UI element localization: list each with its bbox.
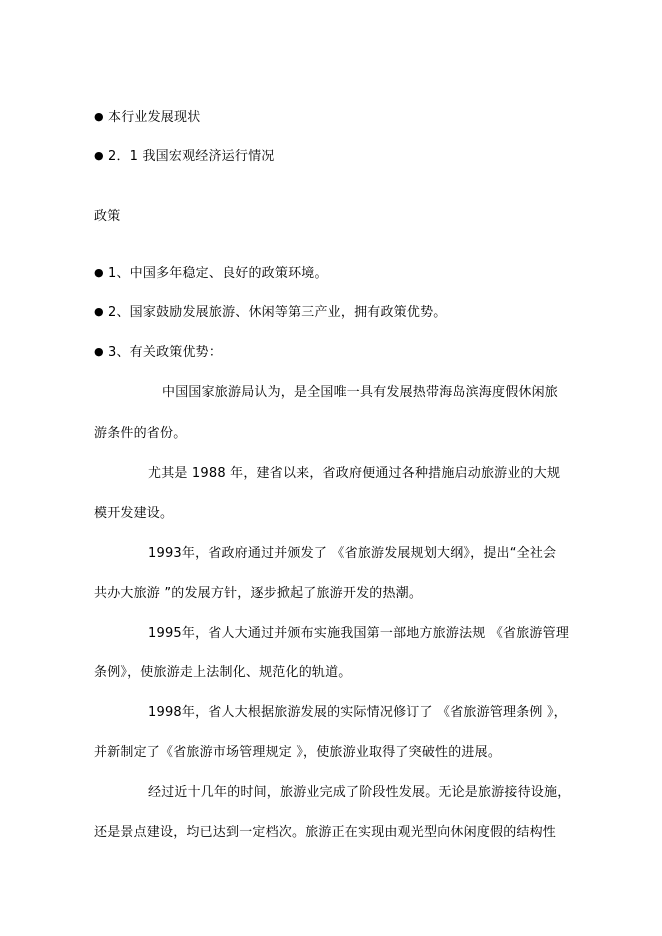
bullet-text: 3、有关政策优势：	[108, 345, 223, 360]
paragraph-line: 中国国家旅游局认为，是全国唯一具有发展热带海岛滨海度假休闲旅	[162, 385, 559, 400]
bullet-text: 本行业发展现状	[108, 110, 201, 125]
paragraph-line: 模开发建设。	[94, 506, 174, 521]
bullet-item	[94, 267, 328, 280]
paragraph-line: 共办大旅游 ”的发展方针，逐步掀起了旅游开发的热潮。	[94, 586, 423, 601]
bullet-item	[94, 346, 222, 359]
bullet-item	[94, 111, 200, 124]
paragraph-line: 1995年，省人大通过并颁布实施我国第一部地方旅游法规 《省旅游管理	[148, 626, 570, 641]
paragraph-line: 尤其是 1988 年，建省以来，省政府便通过各种措施启动旅游业的大规	[148, 466, 561, 481]
bullet-item	[94, 150, 274, 163]
paragraph-line: 经过近十几年的时间，旅游业完成了阶段性发展。无论是旅游接待设施，	[148, 785, 571, 800]
bullet-icon	[94, 267, 108, 280]
paragraph-line: 1998年，省人大根据旅游发展的实际情况修订了 《省旅游管理条例 》，	[148, 705, 567, 720]
bullet-text: 2、国家鼓励发展旅游、休闲等第三产业，拥有政策优势。	[108, 305, 447, 320]
bullet-icon	[94, 150, 108, 163]
paragraph-line: 还是景点建设，均已达到一定档次。旅游正在实现由观光型向休闲度假的结构性	[94, 825, 557, 840]
bullet-text: 2．1 我国宏观经济运行情况	[108, 149, 275, 164]
paragraph-line: 1993年，省政府通过并颁发了 《省旅游发展规划大纲》，提出“全社会	[148, 546, 557, 561]
bullet-icon	[94, 346, 108, 359]
bullet-icon	[94, 111, 108, 124]
bullet-item	[94, 306, 446, 319]
section-heading: 政策	[94, 209, 121, 224]
paragraph-line: 并新制定了《省旅游市场管理规定 》，使旅游业取得了突破性的进展。	[94, 745, 502, 760]
bullet-text: 1、中国多年稳定、良好的政策环境。	[108, 266, 328, 281]
paragraph-line: 游条件的省份。	[94, 426, 187, 441]
bullet-icon	[94, 306, 108, 319]
paragraph-line: 条例》，使旅游走上法制化、规范化的轨道。	[94, 665, 352, 680]
